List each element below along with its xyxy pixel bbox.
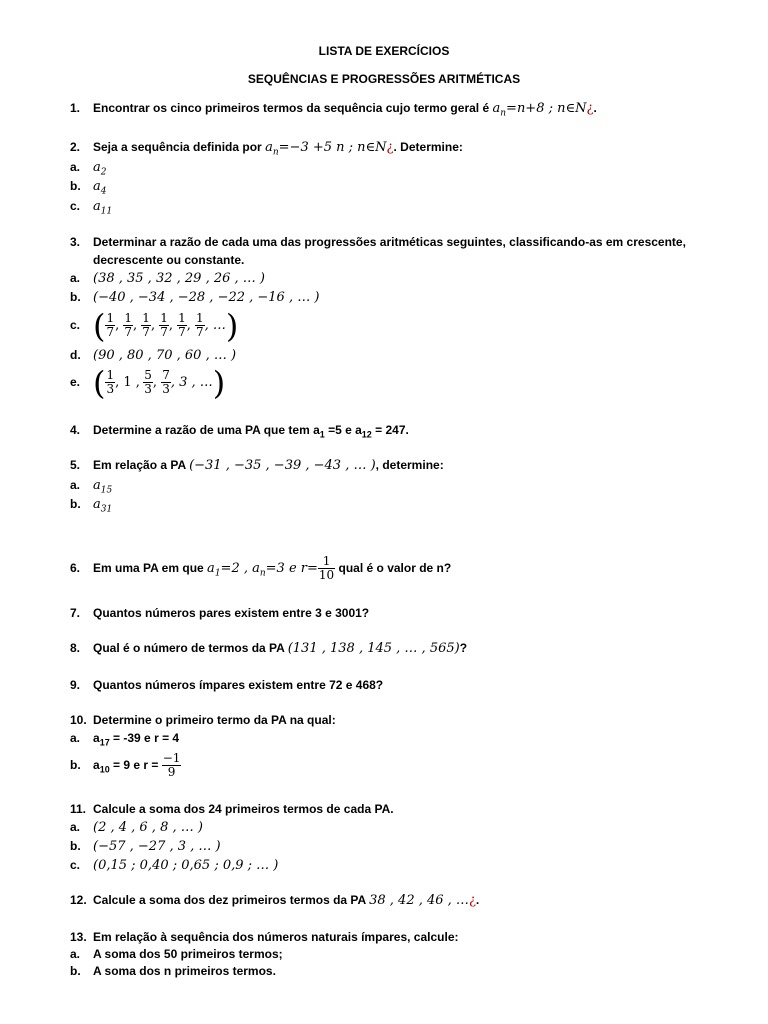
question-2-item-a: a. $a_2$ <box>70 160 107 178</box>
question-11-item-a: a. (2 , 4 , 6 , 8 , … ) <box>70 820 203 835</box>
question-9: 9. Quantos números ímpares existem entre 72 e 468? <box>70 678 384 692</box>
question-2-item-b: b. $a_4$ <box>70 179 107 197</box>
question-4: 4. Determine a razão de uma PA que tem $a_1 =5$ e $a_{12} = 247$. <box>70 423 409 440</box>
document-subtitle: SEQUÊNCIAS E PROGRESSÕES ARITMÉTICAS <box>247 72 521 86</box>
question-1: 1. Encontrar os cinco primeiros termos da sequência cujo termo geral é $a_n=n+8$ ; n∈N¿. <box>70 101 597 119</box>
question-11-item-b: b. (−57 , −27 , 3 , … ) <box>70 839 221 854</box>
question-3-item-e: e. ( $\frac{1}{3}$ , 1 , $\frac{5}{3}$ , $\frac{7}{3}$ , 3 , …) <box>70 363 226 402</box>
question-5-item-a: a. $a_{15}$ <box>70 478 113 496</box>
question-3-item-b: b. (−40 , −34 , −28 , −22 , −16 , … ) <box>70 290 320 305</box>
question-6: 6. Em uma PA em que $a_1=2$ , $a_n=3$ e r= $\frac{1}{10}$ qual é o valor de n? <box>70 554 452 583</box>
question-2-text: Seja a sequência definida por <box>93 140 262 154</box>
question-10-item-b: b. $a_{10} = 9$ e r = $\frac{-1}{9}$ <box>70 751 181 780</box>
question-5-item-b: b. $a_{31}$ <box>70 497 113 515</box>
question-3-item-c: c. ( $\frac{1}{7}$ , $\frac{1}{7}$ , $\frac{1}{7}$ , $\frac{1}{7}$ , $\frac{1}{7}$ , $\frac{1}{7}$ , …) <box>70 306 239 345</box>
question-1-formula: $a_n=n+8$ ; n∈N¿ <box>492 101 594 119</box>
question-8: 8. Qual é o número de termos da PA (131 , 138 , 145 , … , 565)? <box>70 641 468 656</box>
question-13: 13. Em relação à sequência dos números naturais ímpares, calcule: <box>70 930 459 944</box>
question-2: 2. Seja a sequência definida por $a_n=-3 +5$ n ; n∈N¿. Determine: <box>70 140 463 158</box>
question-2-item-c: c. $a_{11}$ <box>70 199 113 217</box>
question-3-item-a: a. (38 , 35 , 32 , 29 , 26 , … ) <box>70 271 265 286</box>
question-5: 5. Em relação a PA (−31 , −35 , −39 , −43 , … ), determine: <box>70 458 444 473</box>
question-11: 11. Calcule a soma dos 24 primeiros termos de cada PA. <box>70 802 394 816</box>
question-13-item-b: b. A soma dos n primeiros termos. <box>70 964 276 978</box>
question-10: 10. Determine o primeiro termo da PA na qual: <box>70 713 336 727</box>
question-1-text: Encontrar os cinco primeiros termos da sequência cujo termo geral é <box>93 101 490 115</box>
document-title: LISTA DE EXERCÍCIOS <box>318 44 450 58</box>
question-10-item-a: a. $a_{17} = -39$ e r = 4 <box>70 731 180 748</box>
question-3-text: Determinar a razão de cada uma das progressões aritméticas seguintes, classificando-as em crescente, <box>93 235 686 249</box>
question-7: 7. Quantos números pares existem entre 3 e 3001? <box>70 606 370 620</box>
question-3-item-d: d. (90 , 80 , 70 , 60 , … ) <box>70 348 237 363</box>
question-2-formula: $a_n=-3 +5$ n ; n∈N¿ <box>265 140 394 158</box>
question-12: 12. Calcule a soma dos dez primeiros termos da PA 38 , 42 , 46 , …¿. <box>70 893 480 908</box>
question-13-item-a: a. A soma dos 50 primeiros termos; <box>70 947 283 961</box>
question-11-item-c: c. (0,15 ; 0,40 ; 0,65 ; 0,9 ; … ) <box>70 858 279 873</box>
question-3-text-cont: decrescente ou constante. <box>93 253 245 267</box>
question-3: 3. Determinar a razão de cada uma das progressões aritméticas seguintes, classificando-as em crescente, <box>70 235 686 249</box>
